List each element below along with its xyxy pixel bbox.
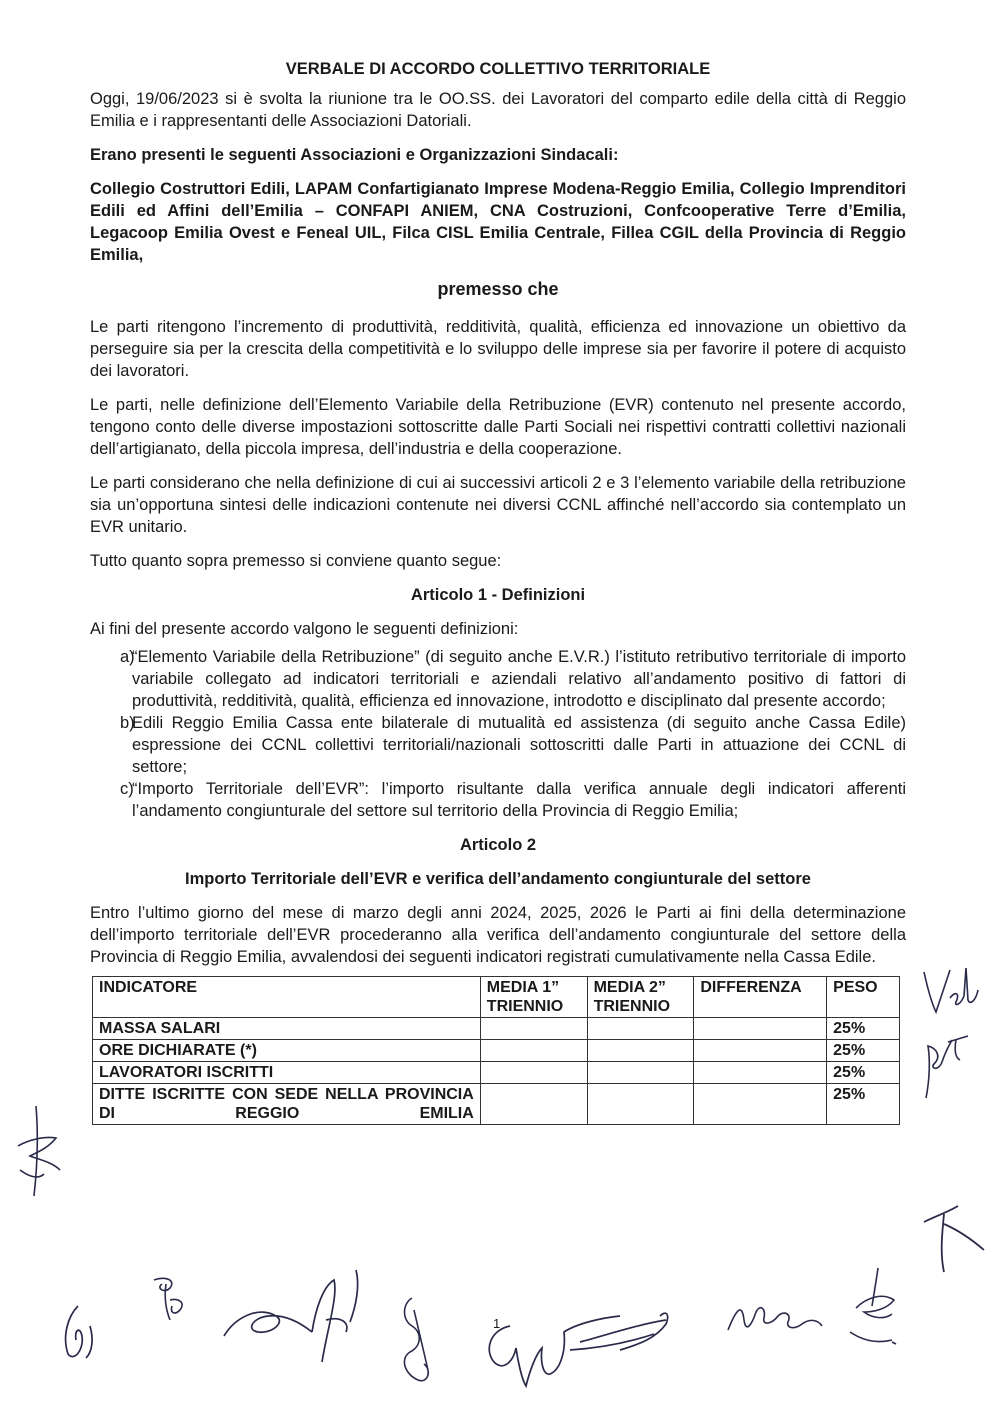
cell-media-1 (480, 1084, 587, 1125)
page-number: 1 (493, 1316, 501, 1331)
list-item (90, 778, 906, 822)
cell-indicatore: ORE DICHIARATE (*) (93, 1040, 481, 1062)
signature-margin-right-2 (916, 1028, 976, 1108)
paragraph-3: Le parti considerano che nella definizione di cui ai successivi articoli 2 e 3 l’elemento variabile della retribuzione sia un’opportuna sintesi delle indicazioni contenute nei diversi CCNL affinché nell’accordo sia contemplato un EVR unitario. (90, 474, 906, 536)
article-1-intro: Ai fini del presente accordo valgono le seguenti definizioni: (90, 620, 519, 638)
signature-margin-left (8, 1100, 68, 1200)
header-media-1: MEDIA 1” TRIENNIO (480, 977, 587, 1018)
cell-media-1 (480, 1018, 587, 1040)
indicators-table (92, 976, 900, 1125)
table-row (93, 1084, 900, 1125)
signature-footer-4 (388, 1290, 448, 1390)
cell-media-1 (480, 1062, 587, 1084)
header-indicatore: INDICATORE (93, 977, 481, 1018)
signature-footer-2 (140, 1270, 200, 1330)
list-item (90, 712, 906, 778)
document-page (90, 58, 906, 1125)
list-item-text: Edili Reggio Emilia Cassa ente bilaterale di mutualità ed assistenza (di seguito anche Cassa Edile) espressione dei CCNL collettivi territoriali/nazionali sottoscritti dalle Parti in attuazione dei CCNL di settore; (132, 714, 906, 776)
cell-media-2 (587, 1084, 694, 1125)
cell-differenza (694, 1040, 827, 1062)
signature-footer-7 (836, 1262, 916, 1352)
cell-peso: 25% (827, 1062, 900, 1084)
signature-footer-3 (216, 1266, 376, 1376)
list-item-text: “Importo Territoriale dell’EVR”: l’importo risultante dalla verifica annuale degli indicatori afferenti l’andamento congiunturale del settore sul territorio della Provincia di Reggio Emilia; (132, 780, 906, 820)
table-row (93, 1018, 900, 1040)
intro-paragraph: Oggi, 19/06/2023 si è svolta la riunione tra le OO.SS. dei Lavoratori del comparto edile della città di Reggio Emilia e i rappresentanti delle Associazioni Datoriali. (90, 90, 906, 130)
premesso-heading: premesso che (437, 279, 559, 299)
signature-footer-6 (722, 1290, 832, 1350)
cell-media-2 (587, 1040, 694, 1062)
header-differenza: DIFFERENZA (694, 977, 827, 1018)
cell-media-2 (587, 1018, 694, 1040)
cell-media-2 (587, 1062, 694, 1084)
list-marker: a) (120, 648, 135, 666)
cell-peso: 25% (827, 1084, 900, 1125)
present-list: Collegio Costruttori Edili, LAPAM Confartigianato Imprese Modena-Reggio Emilia, Collegio Imprenditori Edili ed Affini dell’Emilia – CONFAPI ANIEM, CNA Costruzioni, Confcooperative Terre d’Emilia, Legacoop Emilia Ovest e Feneal UIL, Filca CISL Emilia Centrale, Fillea CGIL della Provincia di Reggio Emilia, (90, 180, 906, 264)
paragraph-2: Le parti, nelle definizione dell’Elemento Variabile della Retribuzione (EVR) contenuto nel presente accordo, tengono conto delle diverse impostazioni sottoscritte dalle Parti Sociali nei rispettivi contratti collettivi nazionali dell’artigianato, della piccola impresa, dell’industria e della cooperazione. (90, 396, 906, 458)
paragraph-1: Le parti ritengono l’incremento di produttività, redditività, qualità, efficienza ed innovazione un obiettivo da perseguire sia per la crescita della competitività e lo sviluppo delle imprese sia per favorire il potere di acquisto dei lavoratori. (90, 318, 906, 380)
cell-indicatore: LAVORATORI ISCRITTI (93, 1062, 481, 1084)
paragraph-4: Tutto quanto sopra premesso si conviene quanto segue: (90, 552, 502, 570)
cell-peso: 25% (827, 1040, 900, 1062)
cell-indicatore: MASSA SALARI (93, 1018, 481, 1040)
signature-margin-right-1 (920, 960, 990, 1020)
list-item (90, 646, 906, 712)
article-2-subtitle: Importo Territoriale dell’EVR e verifica dell’andamento congiunturale del settore (185, 870, 811, 888)
article-2-text: Entro l’ultimo giorno del mese di marzo degli anni 2024, 2025, 2026 le Parti ai fini della determinazione dell’importo territoriale dell’EVR procederanno alla verifica dell’andamento congiunturale del settore della Provincia di Reggio Emilia, avvalendosi dei seguenti indicatori registrati cumulativamente nella Cassa Edile. (90, 904, 906, 966)
cell-media-1 (480, 1040, 587, 1062)
list-item-text: “Elemento Variabile della Retribuzione” (di seguito anche E.V.R.) l’istituto retributivo territoriale di importo variabile collegato ad indicatori territoriali e aziendali relativo all’andamento positivo di fattori di produttività, redditività, qualità, efficienza ed innovazione, introdotto e disciplinato dal presente accordo; (132, 648, 906, 710)
article-1-title: Articolo 1 - Definizioni (410, 586, 586, 604)
cell-indicatore: DITTE ISCRITTE CON SEDE NELLA PROVINCIA DI REGGIO EMILIA (93, 1084, 481, 1125)
cell-differenza (694, 1018, 827, 1040)
present-heading: Erano presenti le seguenti Associazioni e Organizzazioni Sindacali: (90, 146, 619, 164)
article-2-title: Articolo 2 (459, 836, 537, 854)
document-title: VERBALE DI ACCORDO COLLETTIVO TERRITORIALE (285, 60, 711, 78)
table-row (93, 1040, 900, 1062)
signature-footer-5 (470, 1290, 720, 1390)
list-marker: b) (120, 714, 135, 732)
list-marker: c) (120, 780, 134, 798)
header-media-2: MEDIA 2” TRIENNIO (587, 977, 694, 1018)
cell-differenza (694, 1084, 827, 1125)
table-header-row (93, 977, 900, 1018)
definitions-list (90, 646, 906, 822)
cell-peso: 25% (827, 1018, 900, 1040)
signature-footer-1 (56, 1296, 116, 1366)
header-peso: PESO (827, 977, 900, 1018)
table-row (93, 1062, 900, 1084)
signature-margin-right-3 (918, 1194, 990, 1278)
cell-differenza (694, 1062, 827, 1084)
